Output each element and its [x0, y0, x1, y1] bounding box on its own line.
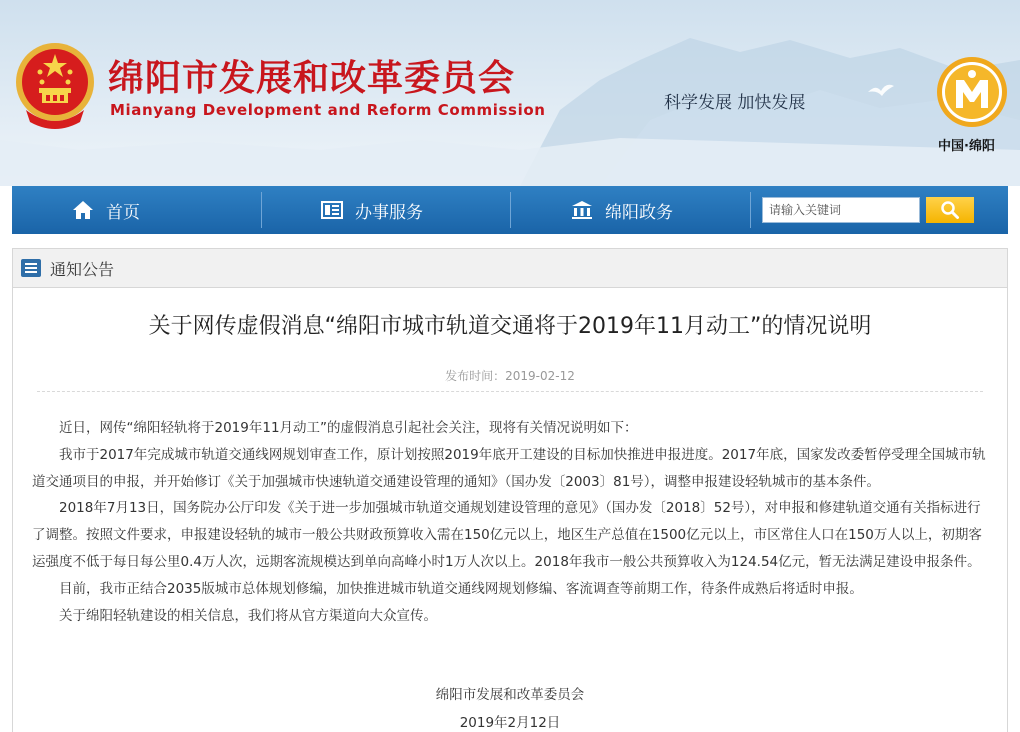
service-icon	[321, 201, 343, 219]
article-body	[32, 415, 992, 629]
search-icon	[940, 200, 960, 220]
search-input[interactable]	[762, 197, 920, 223]
list-icon	[21, 259, 41, 277]
government-icon	[571, 200, 593, 220]
nav-item-service[interactable]	[321, 186, 423, 234]
nav-item-label: 办事服务	[355, 202, 423, 223]
bird-icon	[866, 80, 896, 102]
national-emblem-icon	[14, 40, 96, 132]
paragraph: 2018年7月13日，国务院办公厅印发《关于进一步加强城市轨道交通规划建设管理的意见》（国办发〔2018〕52号），对申报和修建轨道交通有关指标进行了调整。按照文件要求，申报建设轻轨的城市一般公共财政预算收入需在150亿元以上，地区生产总值在1500亿元以上，市区常住人口在150万人以上，初期客运强度不低于每日每公里0.4万人次，远期客流规模达到单向高峰小时1万人次以上。2018年我市一般公共预算收入为124.54亿元，暂无法满足建设申报条件。	[32, 500, 982, 570]
divider	[37, 391, 983, 392]
search-button[interactable]	[926, 197, 974, 223]
signature: 绵阳市发展和改革委员会	[435, 687, 585, 703]
paragraph: 关于绵阳轻轨建设的相关信息，我们将从官方渠道向大众宣传。	[59, 607, 437, 624]
nav-item-government[interactable]	[571, 186, 673, 234]
paragraph: 我市于2017年完成城市轨道交通线网规划审查工作，原计划按照2019年底开工建设的目标加快推进申报进度。2017年底，国家发改委暂停受理全国城市轨道交通项目的申报，并开始修订《关于加强城市快速轨道交通建设管理的通知》（国办发〔2003〕81号），调整申报建设轻轨城市的基本条件。	[32, 446, 986, 490]
home-icon	[72, 200, 94, 220]
signature-date: 2019年2月12日	[459, 715, 561, 731]
nav-divider	[510, 192, 511, 228]
publish-time: 发布时间：2019-02-12	[445, 369, 575, 383]
site-subtitle: Mianyang Development and Reform Commission	[110, 101, 546, 119]
article-title: 关于网传虚假消息“绵阳市城市轨道交通将于2019年11月动工”的情况说明	[148, 314, 872, 339]
city-label: 中国·绵阳	[938, 139, 995, 154]
section-title: 通知公告	[50, 259, 115, 279]
nav-divider	[750, 192, 751, 228]
notice-panel	[12, 248, 1008, 732]
site-header	[0, 0, 1020, 186]
paragraph: 近日，网传“绵阳轻轨将于2019年11月动工”的虚假消息引起社会关注，现将有关情况说明如下：	[59, 420, 638, 436]
nav-item-label: 绵阳政务	[605, 202, 673, 223]
slogan: 科学发展 加快发展	[664, 93, 806, 113]
paragraph: 目前，我市正结合2035版城市总体规划修编，加快推进城市轨道交通线网规划修编、客流调查等前期工作，待条件成熟后将适时申报。	[59, 580, 863, 597]
section-header	[13, 249, 1007, 288]
nav-item-home[interactable]	[72, 186, 140, 234]
main-nav	[12, 186, 1008, 234]
nav-divider	[261, 192, 262, 228]
mianyang-city-logo-icon	[936, 56, 1008, 128]
site-title: 绵阳市发展和改革委员会	[108, 57, 516, 99]
nav-item-label: 首页	[106, 202, 140, 223]
